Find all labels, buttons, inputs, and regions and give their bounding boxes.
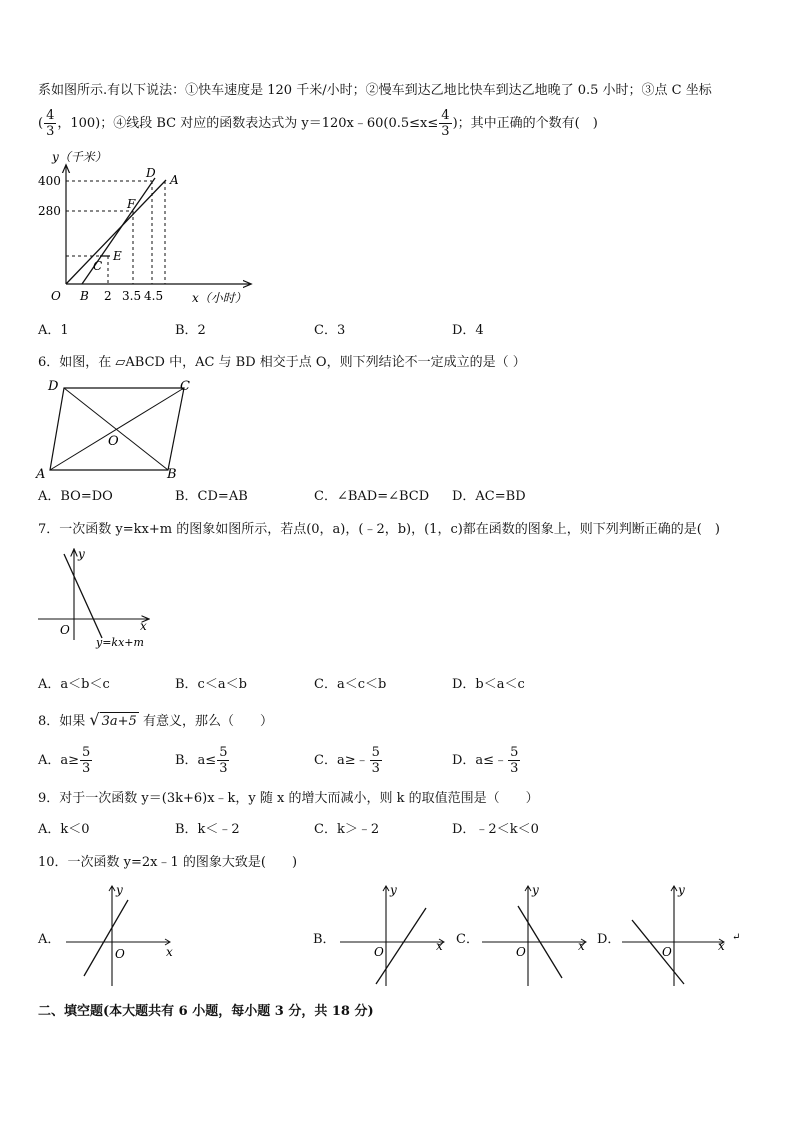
q5-point-F: F [127, 197, 136, 211]
q10-d-line [632, 920, 684, 984]
q5-tick-400: 400 [38, 174, 61, 188]
return-mark-icon: ↵ [732, 932, 741, 943]
q9-stem: 9．对于一次函数 y＝(3k+6)x﹣k，y 随 x 的增大而减小，则 k 的取值范围是（ ） [38, 791, 539, 806]
q5-point-D: D [146, 166, 156, 180]
q10-option-b-label[interactable]: B． [313, 932, 336, 947]
q10-stem: 10．一次函数 y=2x﹣1 的图象大致是( ) [38, 855, 298, 870]
q8-option-d[interactable]: D．a≤﹣ $\frac{5}{3}$ [452, 745, 519, 776]
q6-option-d[interactable]: D．AC=BD [452, 489, 526, 504]
q7-option-d[interactable]: D．b＜a＜c [452, 677, 525, 692]
q5-option-a[interactable]: A．1 [38, 323, 69, 338]
q6-parallelogram-figure [34, 376, 204, 484]
q6-label-C: C [180, 379, 190, 394]
q5-tick-2: 2 [104, 289, 112, 303]
q5-line-OA [66, 180, 166, 284]
q6-diagonal-AC [50, 388, 184, 470]
svg-text:O: O [115, 947, 125, 961]
q8-radicand: 3a+5 [101, 714, 137, 729]
svg-text:O: O [516, 945, 526, 959]
svg-text:x: x [578, 939, 585, 953]
q10-option-a-label[interactable]: A． [38, 932, 61, 947]
q8-stem-a: 8．如果 [38, 714, 86, 729]
q5-fraction-4-3-b: $\frac{4}{3}$ [441, 108, 450, 139]
q9-option-a[interactable]: A．k＜0 [38, 822, 90, 837]
svg-text:x: x [436, 939, 443, 953]
q7-y-label: y [78, 547, 85, 561]
q5-text-line2 [38, 108, 598, 139]
q10-option-a-graph[interactable] [62, 880, 177, 990]
q10-option-c-label[interactable]: C． [456, 932, 479, 947]
q8-option-c[interactable]: C．a≥﹣ $\frac{5}{3}$ [314, 745, 380, 776]
q7-option-c[interactable]: C．a＜c＜b [314, 677, 387, 692]
q6-label-B: B [167, 467, 177, 482]
q5-option-b[interactable]: B．2 [175, 323, 206, 338]
svg-text:y: y [532, 883, 539, 897]
sqrt-icon: √ [89, 710, 100, 729]
q5-tick-3.5: 3.5 [122, 289, 142, 303]
svg-text:x: x [718, 939, 725, 953]
q6-label-A: A [36, 467, 46, 482]
svg-text:x: x [166, 945, 173, 959]
q9-option-b[interactable]: B．k＜﹣2 [175, 822, 240, 837]
q8-option-b[interactable]: B．a≤ $\frac{5}{3}$ [175, 745, 228, 776]
q5-open: ( [38, 116, 44, 131]
q5-origin: O [51, 289, 61, 303]
q7-origin: O [60, 623, 70, 637]
q5-tick-4.5: 4.5 [144, 289, 164, 303]
q6-label-D: D [48, 379, 59, 394]
q10-option-d-graph[interactable] [618, 880, 743, 990]
q5-end: )；其中正确的个数有( ) [452, 116, 598, 131]
q7-x-label: x [140, 619, 147, 633]
q7-linear-function-graph [36, 544, 161, 654]
q5-fraction-4-3: $\frac{4}{3}$ [46, 108, 55, 139]
section-2-heading: 二、填空题(本大题共有 6 小题，每小题 3 分，共 18 分) [38, 1004, 374, 1019]
q6-option-c[interactable]: C．∠BAD=∠BCD [314, 489, 430, 504]
svg-text:y: y [116, 883, 123, 897]
q6-diagonal-BD [64, 388, 168, 470]
q5-text-line1: 系如图所示.有以下说法：①快车速度是 120 千米/小时；②慢车到达乙地比快车到达乙地晚了 0.5 小时；③点 C 坐标 [38, 83, 712, 98]
q9-option-c[interactable]: C．k＞﹣2 [314, 822, 380, 837]
q8-option-a[interactable]: A．a≥ $\frac{5}{3}$ [38, 745, 91, 776]
svg-text:y: y [390, 883, 397, 897]
q7-option-b[interactable]: B．c＜a＜b [175, 677, 247, 692]
q9-option-d[interactable]: D．﹣2＜k＜0 [452, 822, 539, 837]
q7-stem: 7．一次函数 y=kx+m 的图象如图所示，若点(0，a)，(﹣2，b)，(1，c)都在函数的图象上，则下列判断正确的是( ) [38, 522, 720, 537]
svg-text:O: O [374, 945, 384, 959]
q5-y-label: y（千米） [52, 150, 107, 164]
q5-distance-time-graph [38, 148, 268, 313]
q5-tick-280: 280 [38, 204, 61, 218]
q8-stem [38, 711, 273, 731]
q5-point-E: E [113, 249, 122, 263]
q8-stem-b: 有意义，那么（ ） [142, 714, 273, 729]
q5-option-d[interactable]: D．4 [452, 323, 484, 338]
q10-option-c-graph[interactable] [478, 880, 593, 990]
svg-text:y: y [678, 883, 685, 897]
q10-a-line [84, 900, 128, 976]
q6-option-a[interactable]: A．BO=DO [38, 489, 113, 504]
q10-option-d-label[interactable]: D． [597, 932, 621, 947]
q5-point-B: B [80, 289, 89, 303]
q5-x-label: x（小时） [192, 291, 247, 305]
svg-text:O: O [662, 945, 672, 959]
q6-option-b[interactable]: B．CD=AB [175, 489, 248, 504]
q7-function-label: y=kx+m [96, 636, 144, 649]
q6-stem: 6．如图，在 ▱ABCD 中，AC 与 BD 相交于点 O，则下列结论不一定成立的是（ ） [38, 355, 526, 370]
q6-label-O: O [108, 434, 119, 449]
q5-point-A: A [170, 173, 179, 187]
q5-mid: ，100)；④线段 BC 对应的函数表达式为 y＝120x﹣60(0.5≤x≤ [57, 116, 439, 131]
q5-point-C: C [93, 259, 103, 273]
q5-option-c[interactable]: C．3 [314, 323, 346, 338]
q7-option-a[interactable]: A．a＜b＜c [38, 677, 110, 692]
q10-option-b-graph[interactable] [336, 880, 451, 990]
